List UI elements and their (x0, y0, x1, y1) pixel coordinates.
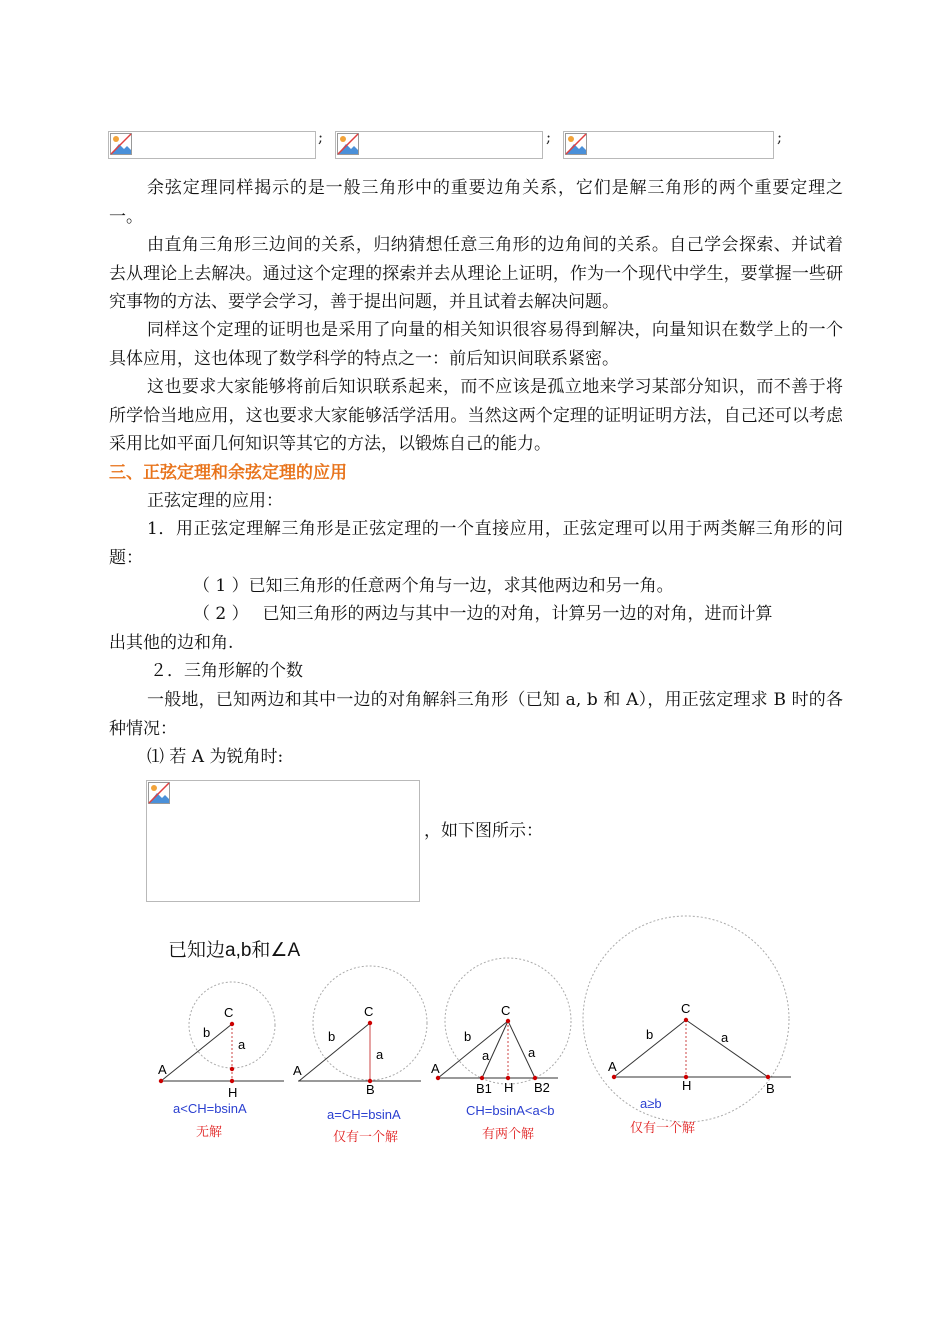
label-b-point: B (766, 1081, 775, 1096)
diagram-one-solution-right (293, 966, 427, 1144)
label-side-b: b (328, 1029, 336, 1044)
paragraph-vector-proof: 同样这个定理的证明也是采用了向量的相关知识很容易得到解决，向量知识在数学上的一个具体应用，这也体现了数学科学的特点之一：前后知识间联系紧密。 (109, 320, 843, 369)
point-c (230, 1022, 234, 1026)
point-h (230, 1079, 234, 1083)
label-b2-point: B2 (534, 1080, 550, 1095)
label-b1-point: B1 (476, 1081, 492, 1096)
label-h-point: H (682, 1078, 692, 1093)
result-label: 无解 (196, 1124, 223, 1139)
label-side-a-2: a (528, 1045, 536, 1060)
separator: ; (318, 128, 324, 146)
condition-label: a≥b (640, 1096, 662, 1111)
label-b-point: B (366, 1082, 375, 1097)
side-a (686, 1020, 768, 1077)
item-1: 1．用正弦定理解三角形是正弦定理的一个直接应用，正弦定理可以用于两类解三角形的问题： (109, 519, 843, 568)
label-h-point: H (504, 1080, 514, 1095)
point-arc (230, 1067, 234, 1071)
label-side-a: a (238, 1037, 246, 1052)
label-a-point: A (431, 1061, 440, 1076)
point-c (506, 1019, 510, 1023)
paragraph-connect-knowledge: 这也要求大家能够将前后知识联系起来，而不应该是孤立地来学习某部分知识，而不善于将所学恰当地应用，这也要求大家能够活学活用。当然这两个定理的证明证明方法，自己还可以考虑采用比如平面几何知识等其它的方法，以锻炼自己的能力。 (109, 377, 843, 454)
paragraph-right-triangle: 由直角三角形三边间的关系，归纳猜想任意三角形的边角间的关系。自己学会探索、并试着去从理论上去解决。通过这个定理的探索并去从理论上证明，作为一个现代中学生，要掌握一些研究事物的方法、要学会学习，善于提出问题，并且试着去解决问题。 (109, 235, 843, 312)
label-h-point: H (228, 1085, 238, 1100)
label-a-point: A (293, 1063, 302, 1078)
label-side-a: a (376, 1047, 384, 1062)
case-2-line-2: 出其他的边和角. (109, 633, 234, 653)
diagram-no-solution (158, 982, 284, 1139)
case-2-line-1: （ 2 ） 已知三角形的两边与其中一边的对角，计算另一边的对角，进而计算 (193, 604, 773, 624)
condition-label: a<CH=bsinA (173, 1101, 247, 1116)
condition-label: CH=bsinA<a<b (466, 1103, 555, 1118)
point-b1 (480, 1076, 484, 1080)
point-a (436, 1076, 440, 1080)
as-shown-text: ，如下图所示： (424, 821, 543, 841)
point-a (612, 1075, 616, 1079)
diagram-two-solutions (431, 958, 571, 1141)
section-heading: 三、正弦定理和余弦定理的应用 (109, 463, 347, 483)
case-1: （ 1 ）已知三角形的任意两个角与一边，求其他两边和另一角。 (193, 576, 674, 596)
label-c-point: C (501, 1003, 511, 1018)
label-side-b: b (464, 1029, 472, 1044)
paragraph-cosine-law: 余弦定理同样揭示的是一般三角形中的重要边角关系，它们是解三角形的两个重要定理之一。 (109, 178, 843, 227)
label-a-point: A (158, 1062, 167, 1077)
point-c (368, 1021, 372, 1025)
item-2-description: 一般地，已知两边和其中一边的对角解斜三角形（已知 a, b 和 A），用正弦定理求 B 时的各种情况： (109, 690, 843, 739)
label-side-a-1: a (482, 1048, 490, 1063)
point-a (159, 1079, 163, 1083)
label-side-b: b (646, 1027, 654, 1042)
result-label: 仅有一个解 (333, 1129, 399, 1144)
condition-label: a=CH=bsinA (327, 1107, 401, 1122)
result-label: 仅有一个解 (630, 1120, 696, 1135)
application-intro: 正弦定理的应用： (147, 491, 283, 511)
figure-title: 已知边a,b和∠A (168, 940, 301, 961)
label-c-point: C (224, 1005, 234, 1020)
item-2: ２．三角形解的个数 (150, 661, 303, 681)
label-side-a: a (721, 1030, 729, 1045)
diagram-one-solution-large-a (583, 916, 791, 1135)
point-b (766, 1075, 770, 1079)
label-c-point: C (681, 1001, 691, 1016)
point-c (684, 1018, 688, 1022)
label-c-point: C (364, 1004, 374, 1019)
separator: ; (546, 128, 552, 146)
label-a-point: A (608, 1059, 617, 1074)
side-b (438, 1021, 508, 1078)
case-acute: ⑴ 若 A 为锐角时: (147, 747, 284, 767)
label-side-b: b (203, 1025, 211, 1040)
separator: ; (777, 128, 783, 146)
result-label: 有两个解 (482, 1126, 535, 1141)
side-b (161, 1024, 232, 1081)
